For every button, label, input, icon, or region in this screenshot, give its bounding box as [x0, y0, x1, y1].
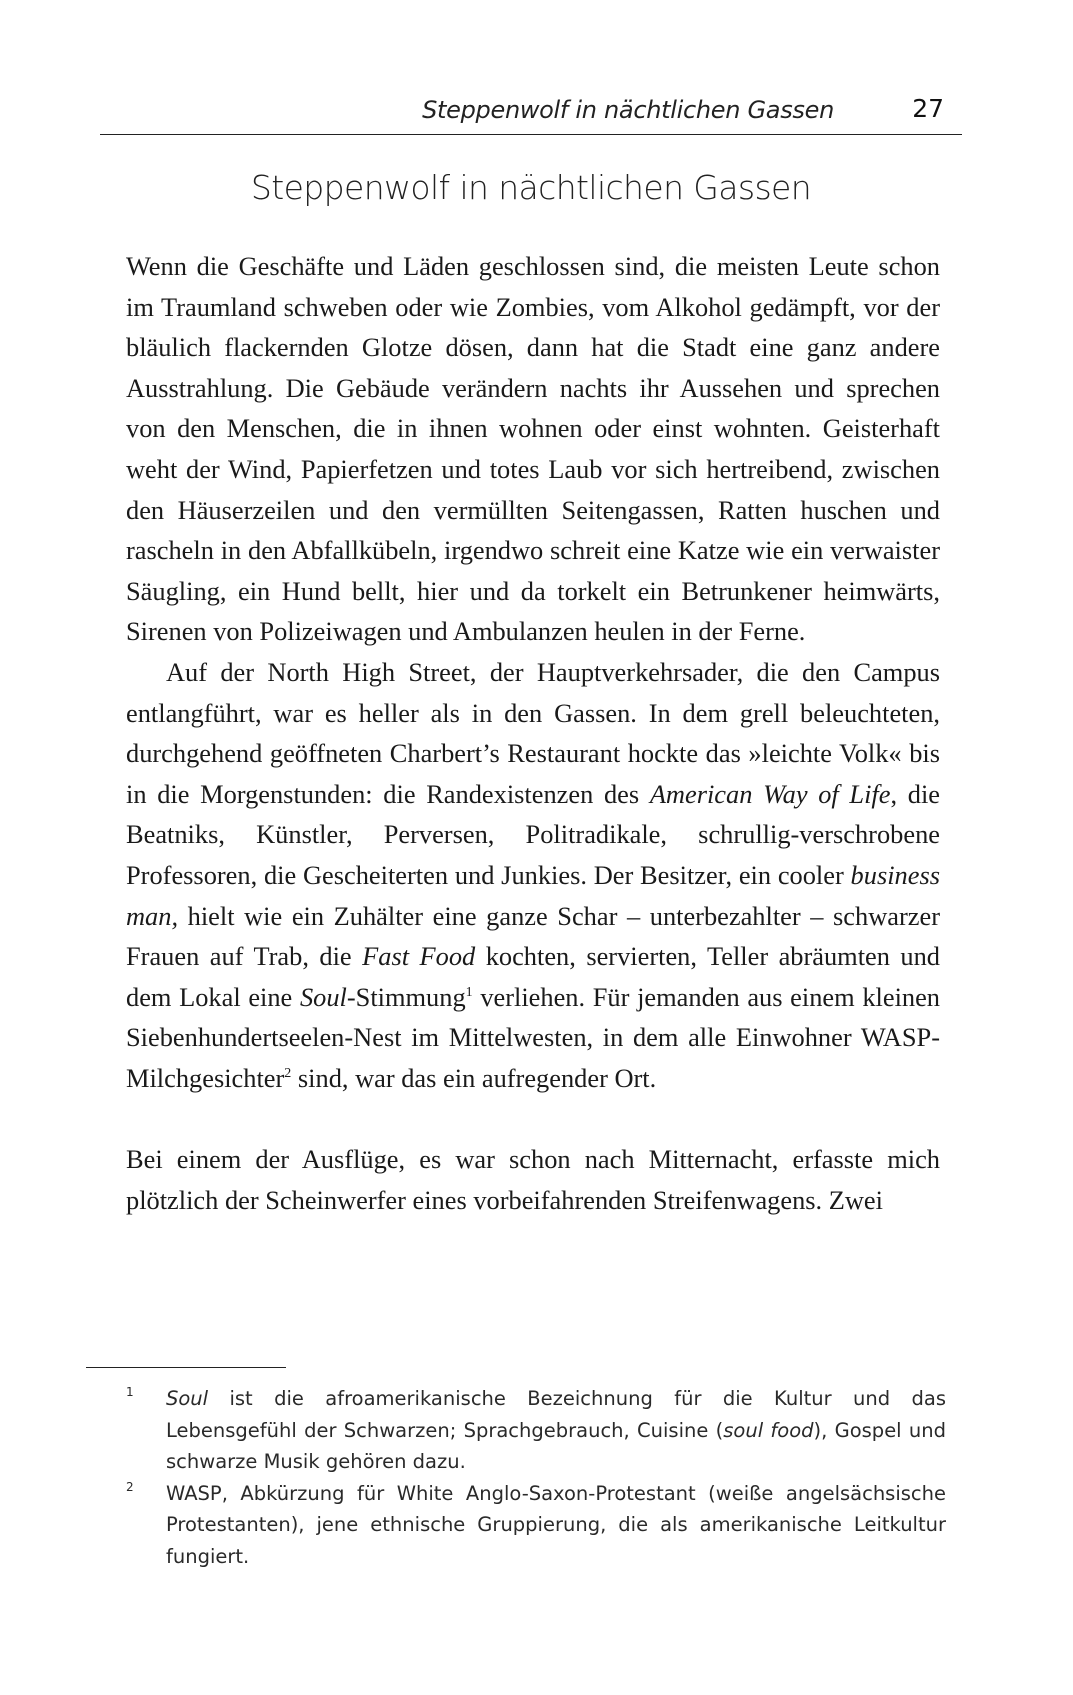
footnote-italic: Soul: [166, 1387, 209, 1410]
footnote-ref-1[interactable]: 1: [465, 984, 473, 1000]
italic-term: Soul: [299, 981, 347, 1012]
footnotes: [126, 1383, 946, 1572]
italic-term: Fast Food: [362, 941, 476, 972]
page-number: 27: [912, 94, 944, 123]
paragraph-2-text: , die Beatniks, Künstler, Perversen, Politradikale, schrullig-verschrobene Professoren, die Gescheiterten und Junkies. Der Besitzer, ein cooler: [126, 778, 940, 890]
paragraph-2-text: hielt wie ein Zuhälter eine ganze Schar – unterbezahlter – schwarzer Frauen auf Trab, die: [126, 900, 940, 972]
footnote-number: 1: [126, 1385, 134, 1399]
paragraph-2-text: -Stimmung: [346, 981, 466, 1012]
footnote-ref-2[interactable]: 2: [284, 1065, 292, 1081]
footnote-1: [126, 1383, 946, 1478]
chapter-title: Steppenwolf in nächtlichen Gassen: [250, 168, 812, 207]
italic-term: American Way of Life: [649, 778, 891, 809]
body-text: [126, 246, 940, 1220]
footnote-italic: soul food: [723, 1418, 814, 1442]
running-title: Steppenwolf in nächtlichen Gassen: [422, 96, 834, 124]
footnote-text: WASP, Abkürzung für White Anglo-Saxon-Protestant (weiße angelsächsische Protestanten), jene ethnische Gruppierung, die als amerikanische Leitkultur fungiert.: [166, 1481, 946, 1568]
footnote-divider: [86, 1367, 286, 1368]
italic-term: business man,: [126, 859, 940, 931]
footnote-text: ), Gospel und schwarze Musik gehören dazu.: [166, 1418, 946, 1473]
paragraph-2: [126, 652, 940, 1099]
footnote-number: 2: [126, 1479, 134, 1494]
paragraph-2-text: sind, war das ein aufregender Ort.: [291, 1062, 657, 1093]
paragraph-1: Wenn die Geschäfte und Läden geschlossen sind, die meisten Leute schon im Traumland schweben oder wie Zombies, vom Alkohol gedämpft, vor der bläulich flackernden Glotze dösen, dann hat die Stadt eine ganz andere Ausstrahlung. Die Gebäude verändern nachts ihr Aussehen und sprechen von den Menschen, die in ihnen wohnen oder einst wohnten. Geisterhaft weht der Wind, Papierfetzen und totes Laub vor sich hertreibend, zwischen den Häuserzeilen und den vermüllten Seitengassen, Ratten huschen und rascheln in den Abfallkübeln, irgendwo schreit eine Katze wie ein verwaister Säugling, ein Hund bellt, hier und da torkelt ein Betrunkener heimwärts, Sirenen von Polizeiwagen und Ambulanzen heulen in der Ferne.: [126, 251, 940, 647]
footnote-2: [126, 1478, 946, 1573]
paragraph-2-text: kochten, servierten, Teller abräumten und dem Lokal eine: [126, 941, 941, 1012]
footnote-text: ist die afroamerikanische Bezeichnung für die Kultur und das Lebensgefühl der Schwarzen; Sprachgebrauch, Cuisine (: [166, 1387, 946, 1442]
paragraph-2-text: Auf der North High Street, der Hauptverkehrsader, die den Campus entlangführt, war es heller als in den Gassen. In dem grell beleuchteten, durchgehend geöffneten Charbert’s Restaurant hockte das »leichte Volk« bis in die Morgenstunden: die Randexistenzen des: [126, 656, 940, 809]
running-header: [100, 92, 962, 135]
paragraph-2-text: verliehen. Für jemanden aus einem kleinen Siebenhundertseelen-Nest im Mittelwesten, in dem alle Einwohner WASP-Milchgesichter: [126, 981, 940, 1093]
paragraph-3: Bei einem der Ausflüge, es war schon nach Mitternacht, erfasste mich plötzlich der Scheinwerfer eines vorbeifahrenden Streifenwagens. Zwei: [126, 1144, 940, 1215]
